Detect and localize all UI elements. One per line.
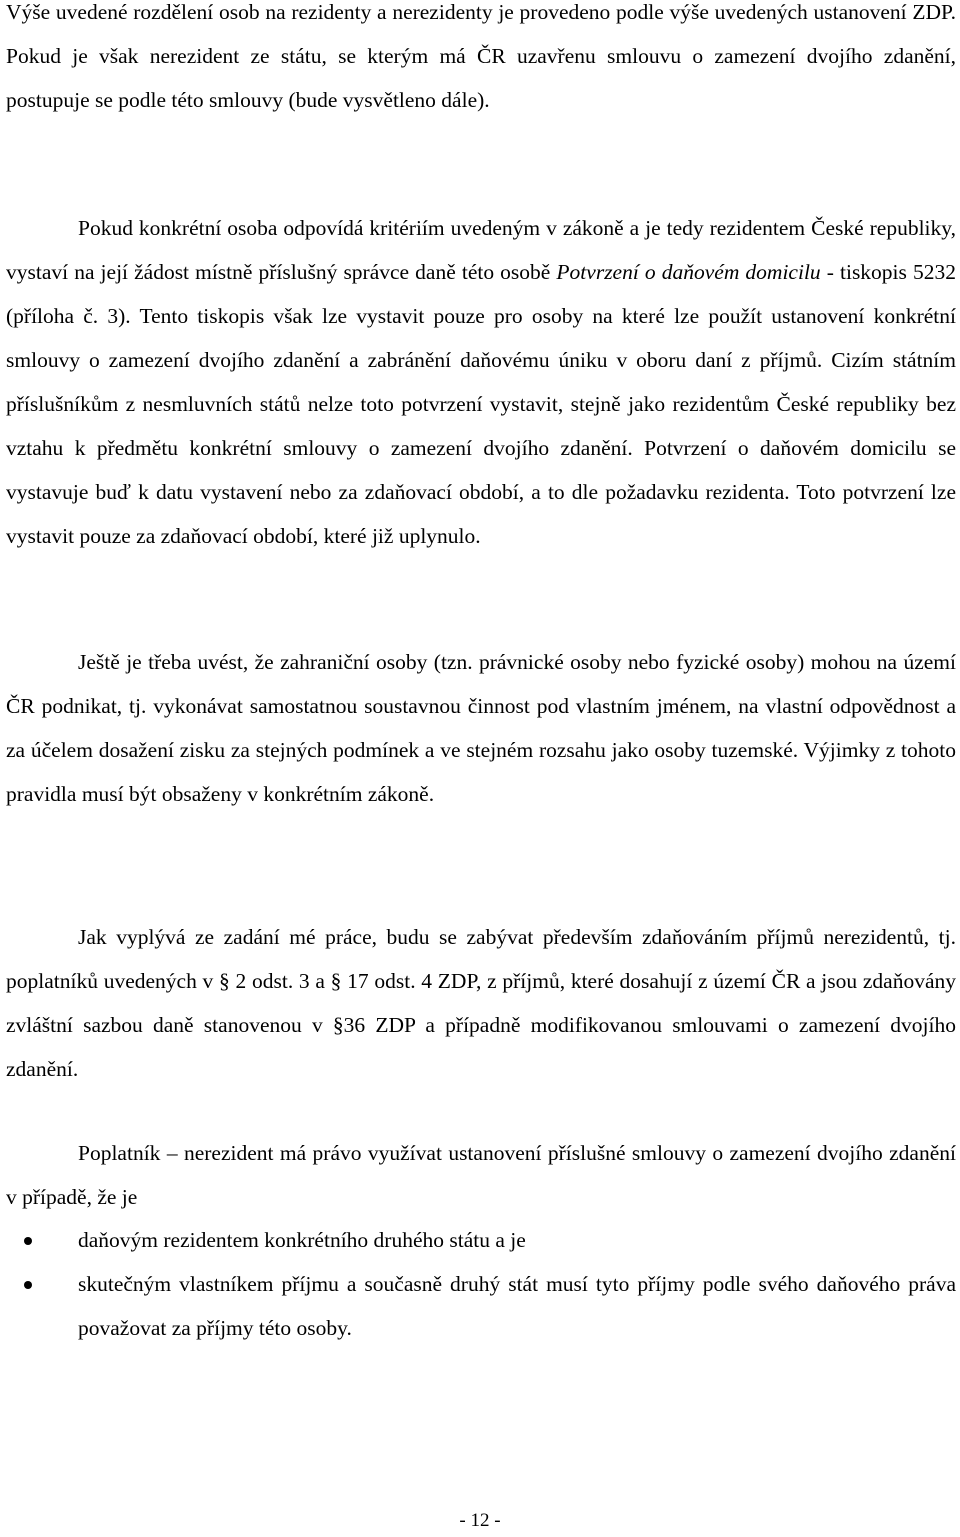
list-item-text: daňovým rezidentem konkrétního druhého státu a je: [78, 1228, 526, 1252]
paragraph-tax-domicile-certificate: [6, 206, 956, 558]
bullet-icon: [24, 1237, 32, 1245]
paragraph-residency-division: Výše uvedené rozdělení osob na rezidenty a nerezidenty je provedeno podle výše uvedených ustanovení ZDP. Pokud je však nerezident ze státu, se kterým má ČR uzavřenu smlouvu o zamezení dvojího zdanění, postupuje se podle této smlouvy (bude vysvětleno dále).: [6, 0, 956, 112]
bullet-icon: [24, 1281, 32, 1289]
conditions-list: [6, 1218, 956, 1350]
certificate-title: Potvrzení o daňovém domicilu: [556, 260, 821, 284]
paragraph-nonresident-rights: Poplatník – nerezident má právo využívat ustanovení příslušné smlouvy o zamezení dvojího zdanění v případě, že je: [6, 1141, 956, 1209]
list-item: [6, 1218, 956, 1262]
paragraph-text: Pokud konkrétní osoba odpovídá kritériím uvedeným v zákoně a je tedy rezidentem České republiky, vystaví na její žádost místně příslušný správce daně této osobě: [6, 216, 956, 284]
paragraph-thesis-scope: Jak vyplývá ze zadání mé práce, budu se zabývat především zdaňováním příjmů nerezidentů, tj. poplatníků uvedených v § 2 odst. 3 a § 17 odst. 4 ZDP, z příjmů, které dosahují z území ČR a jsou zdaňovány zvláštní sazbou daně stanovenou v §36 ZDP a případně modifikovanou smlouvami o zamezení dvojího zdanění.: [6, 925, 956, 1081]
paragraph-text: - tiskopis 5232 (příloha č. 3). Tento tiskopis však lze vystavit pouze pro osoby na které lze použít ustanovení konkrétní smlouvy o zamezení dvojího zdanění a zabránění daňovému úniku v oboru daní z příjmů. Cizím státním příslušníkům z nesmluvních států nelze toto potvrzení vystavit, stejně jako rezidentům České republiky bez vztahu k předmětu konkrétní smlouvy o zamezení dvojího zdanění. Potvrzení o daňovém domicilu se vystavuje buď k datu vystavení nebo za zdaňovací období, a to dle požadavku rezidenta. Toto potvrzení lze vystavit pouze za zdaňovací období, které již uplynulo.: [6, 260, 956, 548]
paragraph-foreign-business: Ještě je třeba uvést, že zahraniční osoby (tzn. právnické osoby nebo fyzické osoby) mohou na území ČR podnikat, tj. vykonávat samostatnou soustavnou činnost pod vlastním jménem, na vlastní odpovědnost a za účelem dosažení zisku za stejných podmínek a ve stejném rozsahu jako osoby tuzemské. Výjimky z tohoto pravidla musí být obsaženy v konkrétním zákoně.: [6, 650, 956, 806]
page-number: - 12 -: [459, 1510, 501, 1531]
list-item: [6, 1262, 956, 1350]
list-item-text: skutečným vlastníkem příjmu a současně druhý stát musí tyto příjmy podle svého daňového práva považovat za příjmy této osoby.: [78, 1272, 956, 1340]
